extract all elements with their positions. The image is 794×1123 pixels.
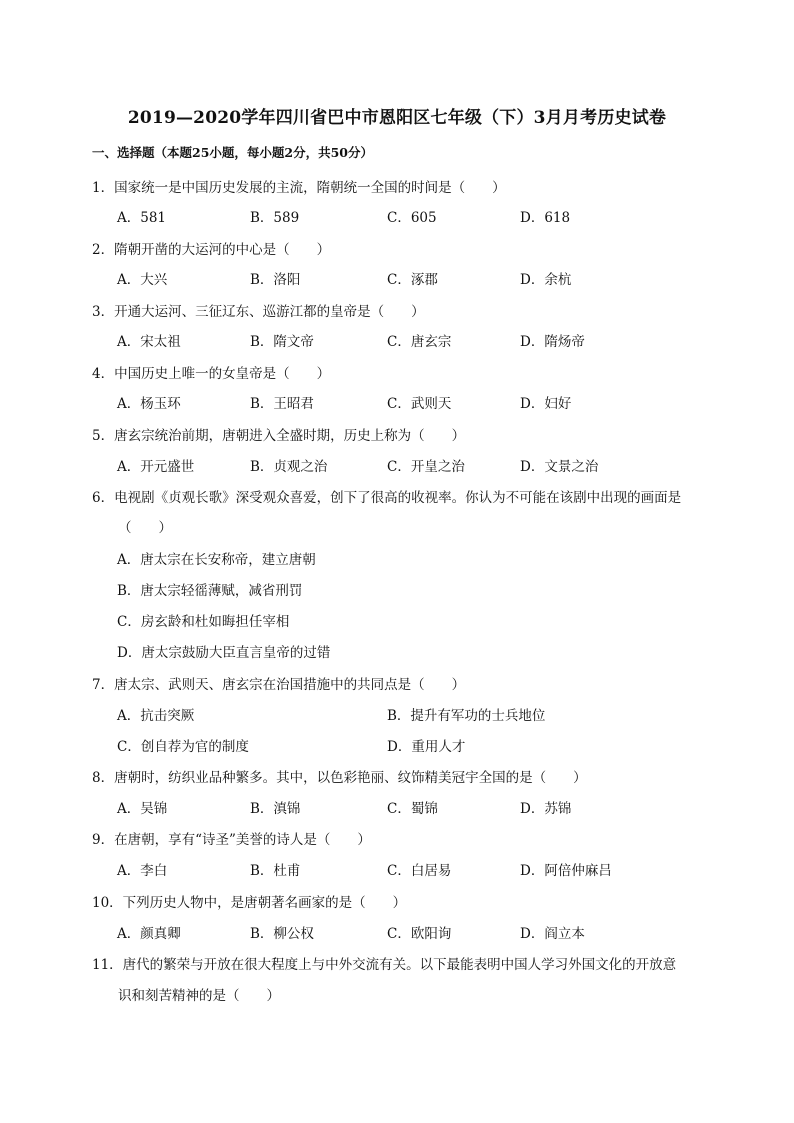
q7-option-c: C．创自荐为官的制度: [117, 739, 249, 755]
q8-option-b: B．滇锦: [250, 801, 301, 817]
q6-option-c: C．房玄龄和杜如晦担任宰相: [117, 614, 290, 630]
q5-option-d: D．文景之治: [520, 459, 599, 475]
q5-option-a: A．开元盛世: [117, 459, 195, 475]
q8-option-c: C．蜀锦: [387, 801, 438, 817]
q6-option-b: B．唐太宗轻徭薄赋，减省刑罚: [117, 583, 303, 599]
q7-option-a: A．抗击突厥: [117, 708, 195, 724]
q3-option-c: C．唐玄宗: [387, 334, 452, 350]
q2-option-d: D．余杭: [520, 272, 572, 288]
q6-option-d: D．唐太宗鼓励大臣直言皇帝的过错: [117, 645, 331, 661]
q8-option-a: A．吴锦: [117, 801, 168, 817]
question-6: 6．电视剧《贞观长歌》深受观众喜爱，创下了很高的收视率。你认为不可能在该剧中出现的画面是: [92, 490, 682, 506]
q1-option-c: C．605: [387, 210, 437, 226]
question-9: 9．在唐朝，享有“诗圣”美誉的诗人是（ ）: [92, 832, 371, 848]
q7-option-d: D．重用人才: [387, 739, 466, 755]
question-2: 2．隋朝开凿的大运河的中心是（ ）: [92, 242, 331, 258]
q2-option-c: C．涿郡: [387, 272, 438, 288]
q8-option-d: D．苏锦: [520, 801, 572, 817]
q5-option-c: C．开皇之治: [387, 459, 465, 475]
question-10: 10．下列历史人物中，是唐朝著名画家的是（ ）: [92, 895, 407, 911]
q4-option-a: A．杨玉环: [117, 396, 181, 412]
question-4: 4．中国历史上唯一的女皇帝是（ ）: [92, 366, 331, 382]
q10-option-d: D．阎立本: [520, 926, 585, 942]
question-8: 8．唐朝时，纺织业品种繁多。其中，以色彩艳丽、纹饰精美冠宇全国的是（ ）: [92, 770, 587, 786]
q9-option-b: B．杜甫: [250, 863, 301, 879]
q1-option-a: A．581: [117, 210, 167, 226]
question-7: 7．唐太宗、武则天、唐玄宗在治国措施中的共同点是（ ）: [92, 677, 466, 693]
q9-option-d: D．阿倍仲麻吕: [520, 863, 612, 879]
q4-option-b: B．王昭君: [250, 396, 314, 412]
q3-option-b: B．隋文帝: [250, 334, 314, 350]
q9-option-a: A．李白: [117, 863, 168, 879]
q10-option-a: A．颜真卿: [117, 926, 181, 942]
section-heading: 一、选择题（本题25小题，每小题2分，共50分）: [92, 145, 373, 160]
exam-title: 2019—2020学年四川省巴中市恩阳区七年级（下）3月月考历史试卷: [127, 108, 667, 128]
question-5: 5．唐玄宗统治前期，唐朝进入全盛时期，历史上称为（ ）: [92, 428, 466, 444]
q10-option-b: B．柳公权: [250, 926, 314, 942]
q2-option-b: B．洛阳: [250, 272, 301, 288]
question-11-continuation: 识和刻苦精神的是（ ）: [118, 988, 280, 1004]
question-1: 1．国家统一是中国历史发展的主流，隋朝统一全国的时间是（ ）: [92, 180, 506, 196]
q3-option-a: A．宋太祖: [117, 334, 181, 350]
q2-option-a: A．大兴: [117, 272, 168, 288]
question-11: 11．唐代的繁荣与开放在很大程度上与中外交流有关。以下最能表明中国人学习外国文化的开放意: [92, 957, 677, 973]
q3-option-d: D．隋炀帝: [520, 334, 585, 350]
question-6-continuation: （ ）: [118, 520, 172, 536]
q1-option-d: D．618: [520, 210, 571, 226]
question-3: 3．开通大运河、三征辽东、巡游江都的皇帝是（ ）: [92, 304, 425, 320]
q4-option-c: C．武则天: [387, 396, 452, 412]
q10-option-c: C．欧阳询: [387, 926, 452, 942]
q7-option-b: B．提升有军功的士兵地位: [387, 708, 546, 724]
q1-option-b: B．589: [250, 210, 300, 226]
q4-option-d: D．妇好: [520, 396, 572, 412]
q5-option-b: B．贞观之治: [250, 459, 328, 475]
q6-option-a: A．唐太宗在长安称帝，建立唐朝: [117, 552, 316, 568]
q9-option-c: C．白居易: [387, 863, 452, 879]
